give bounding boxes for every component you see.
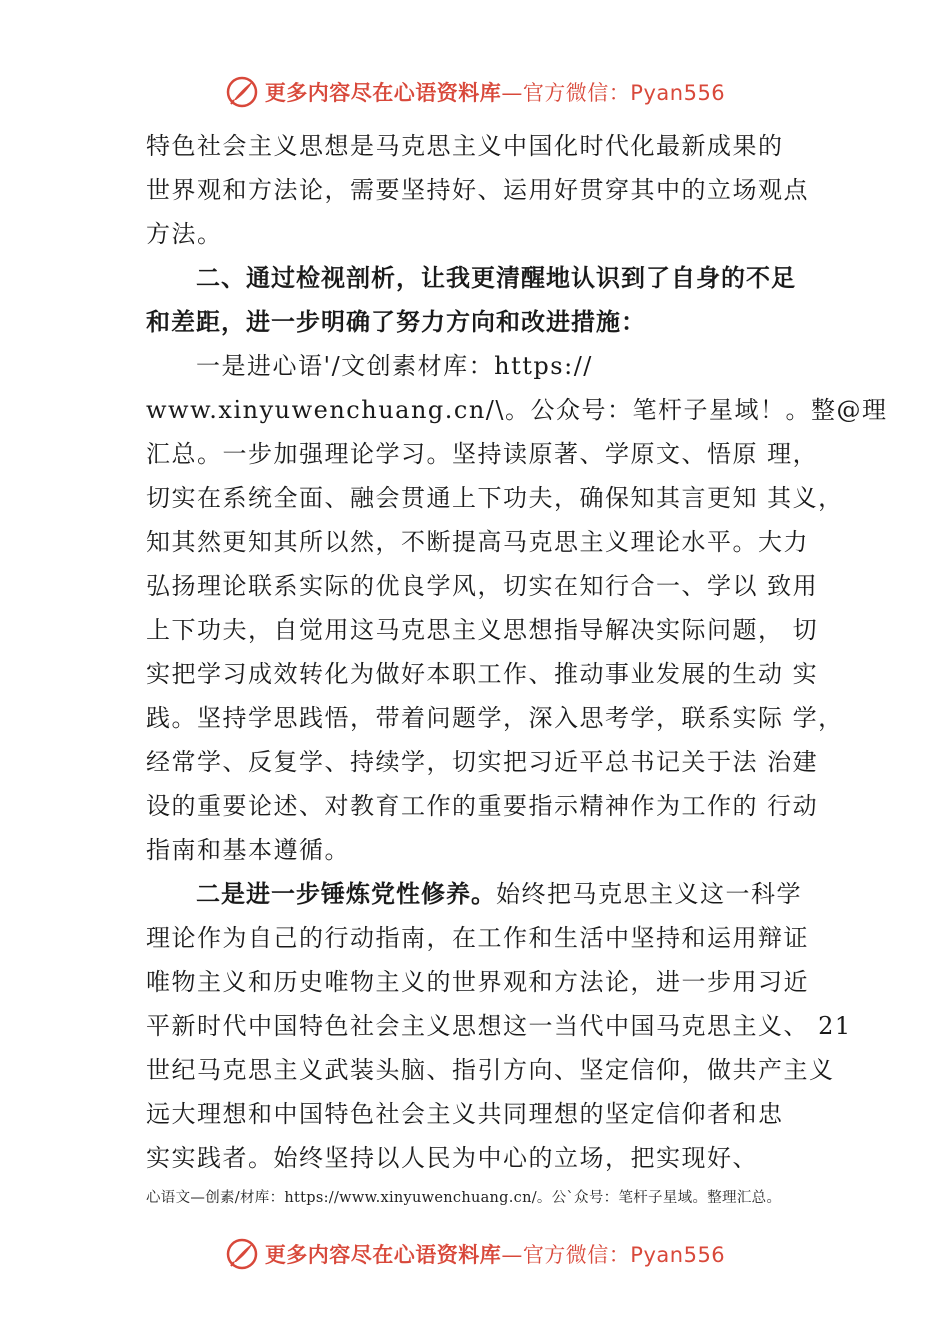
text-line: 世纪马克思主义武装头脑、指引方向、坚定信仰，做共产主义 [146, 1056, 835, 1084]
banner-title: 更多内容尽在心语资料库 [264, 81, 502, 105]
section-heading: 二、通过检视剖析，让我更清醒地认识到了自身的不足 [196, 264, 796, 292]
banner-text [265, 1239, 725, 1269]
text-line: 弘扬理论联系实际的优良学风，切实在知行合一、学以 致用 [146, 572, 819, 600]
text-line: 方法。 [146, 220, 223, 248]
text-line: 汇总。一步加强理论学习。坚持读原著、学原文、悟原 理， [146, 440, 819, 468]
footer-note: 心语文—创素/材库：https://www.xinyuwenchuang.cn/。公`众号：笔杆子星域。整理汇总。 [146, 1190, 782, 1206]
text-line: 理论作为自己的行动指南，在工作和生活中坚持和运用辩证 [146, 924, 809, 952]
paragraph-lead: 二是进一步锤炼党性修养。 [196, 880, 496, 908]
text-line: 唯物主义和历史唯物主义的世界观和方法论，进一步用习近 [146, 968, 809, 996]
text-line: 特色社会主义思想是马克思主义中国化时代化最新成果的 [146, 132, 784, 160]
banner-text [265, 77, 725, 107]
text-line: 远大理想和中国特色社会主义共同理想的坚定信仰者和忠 [146, 1100, 784, 1128]
banner-separator: — [501, 1243, 523, 1267]
banner-separator: — [501, 81, 523, 105]
banner-wechat: 官方微信：Pyan556 [522, 81, 726, 105]
text-line: 上下功夫，自觉用这马克思主义思想指导解决实际问题， 切 [146, 616, 819, 644]
text-line: 世界观和方法论，需要坚持好、运用好贯穿其中的立场观点 [146, 176, 809, 204]
text-line: 切实在系统全面、融会贯通上下功夫，确保知其言更知 其义， [146, 484, 844, 512]
quill-logo-icon [225, 1237, 259, 1271]
text-line: 实实践者。始终坚持以人民为中心的立场，把实现好、 [146, 1144, 758, 1172]
document-body [146, 124, 888, 1180]
text-line: 实把学习成效转化为做好本职工作、推动事业发展的生动 实 [146, 660, 819, 688]
text-line: 一是进心语'/文创素材库：https:// [196, 352, 593, 380]
text-line: 知其然更知其所以然，不断提高马克思主义理论水平。大力 [146, 528, 809, 556]
footer-banner [0, 1232, 950, 1276]
text-line [146, 872, 836, 916]
paragraph-text: 始终把马克思主义这一科学 [496, 880, 802, 908]
banner-title: 更多内容尽在心语资料库 [264, 1243, 502, 1267]
text-line: 指南和基本遵循。 [146, 836, 350, 864]
text-line: 践。坚持学思践悟，带着问题学，深入思考学，联系实际 学， [146, 704, 844, 732]
quill-logo-icon [225, 75, 259, 109]
text-line: 设的重要论述、对教育工作的重要指示精神作为工作的 行动 [146, 792, 819, 820]
text-line: 平新时代中国特色社会主义思想这一当代中国马克思主义、 21 [146, 1012, 852, 1040]
text-line: www.xinyuwenchuang.cn/\。公众号：笔杆子星域！。整@理 [146, 396, 888, 424]
header-banner [0, 70, 950, 114]
section-heading: 和差距，进一步明确了努力方向和改进措施： [146, 308, 646, 336]
banner-wechat: 官方微信：Pyan556 [522, 1243, 726, 1267]
text-line: 经常学、反复学、持续学，切实把习近平总书记关于法 治建 [146, 748, 819, 776]
